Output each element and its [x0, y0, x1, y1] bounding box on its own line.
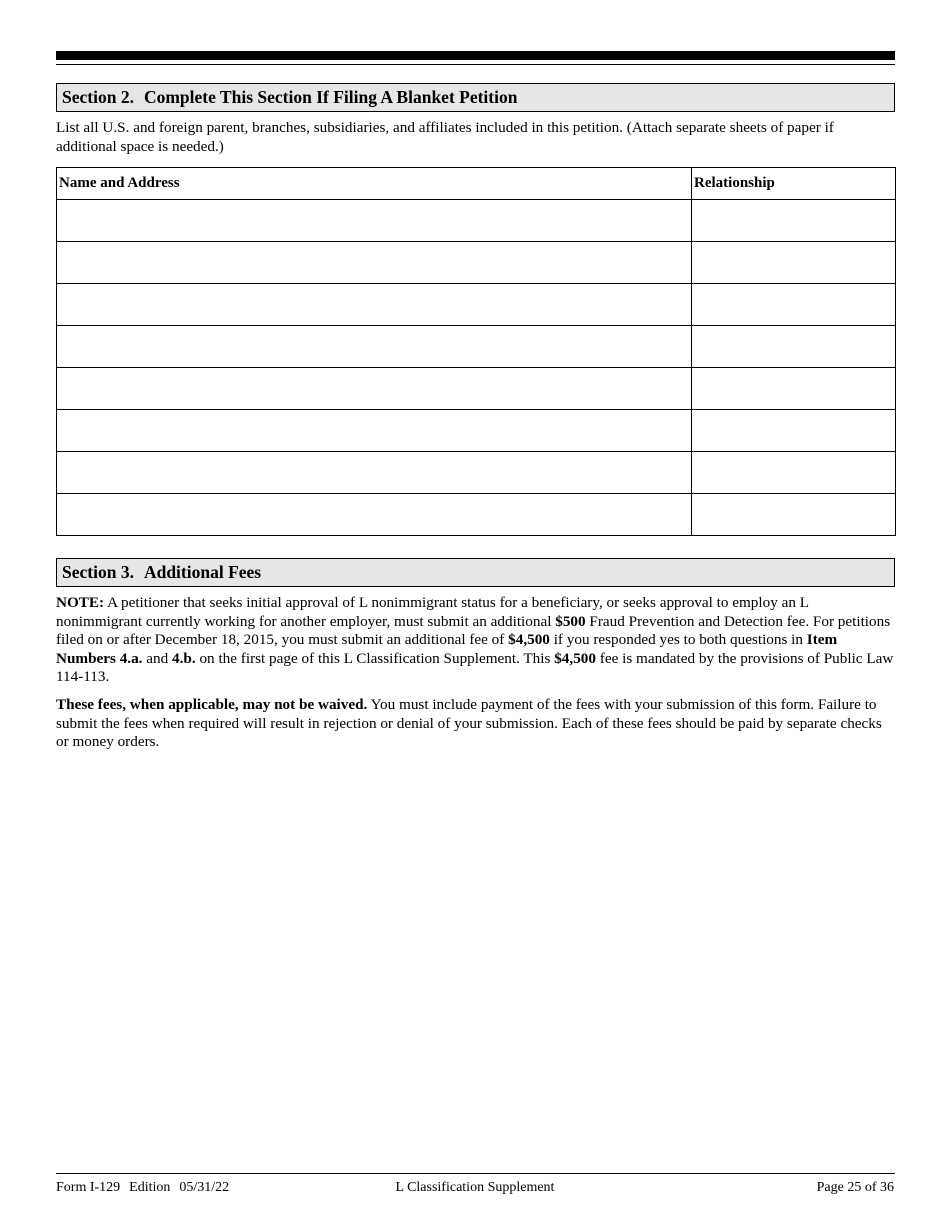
- note-text-6: fee is mandated by the provisions of Public Law 114-113.: [56, 649, 894, 685]
- top-rule-thin: [56, 64, 895, 65]
- item-numbers-label: Item Numbers 4.a.: [56, 631, 838, 667]
- name-address-field[interactable]: [57, 410, 692, 452]
- table-row: [57, 326, 896, 368]
- name-address-field[interactable]: [57, 284, 692, 326]
- section-2-number: Section 2.: [62, 87, 134, 107]
- footer-rule: [56, 1173, 895, 1174]
- note-label: NOTE:: [56, 594, 105, 611]
- section-3-number: Section 3.: [62, 562, 134, 582]
- section-2-header: [56, 83, 895, 112]
- fees-waiver-paragraph: [56, 696, 894, 752]
- name-address-field[interactable]: [57, 326, 692, 368]
- relationship-field[interactable]: [692, 242, 896, 284]
- relationship-field[interactable]: [692, 200, 896, 242]
- relationship-field[interactable]: [692, 368, 896, 410]
- waiver-text: You must include payment of the fees with your submission of this form. Failure to submit the fees when required will result in rejection or denial of your submission. Each of these fees should be paid by separate checks or money orders.: [56, 696, 882, 750]
- section-2-title: Complete This Section If Filing A Blanket Petition: [143, 87, 518, 107]
- column-header-relationship: Relationship: [692, 168, 896, 200]
- relationship-field[interactable]: [692, 284, 896, 326]
- column-header-name-address: Name and Address: [57, 168, 692, 200]
- table-row: [57, 368, 896, 410]
- footer-edition-date: 05/31/22: [179, 1180, 230, 1195]
- table-row: [57, 494, 896, 536]
- name-address-field[interactable]: [57, 368, 692, 410]
- table-row: [57, 284, 896, 326]
- footer-page-number: Page 25 of 36: [816, 1180, 894, 1195]
- table-header-row: [57, 168, 896, 200]
- fees-note-paragraph: [56, 594, 894, 687]
- name-address-field[interactable]: [57, 452, 692, 494]
- section-3-header: [56, 558, 895, 587]
- name-address-field[interactable]: [57, 200, 692, 242]
- table-row: [57, 410, 896, 452]
- top-rule-thick: [56, 51, 895, 60]
- note-text-3: if you responded yes to both questions in: [549, 631, 807, 648]
- table-row: [57, 242, 896, 284]
- table-row: [57, 452, 896, 494]
- footer-edition-label: Edition: [129, 1180, 171, 1195]
- affiliates-table: [56, 167, 896, 536]
- section-3-title: Additional Fees: [143, 562, 262, 582]
- relationship-field[interactable]: [692, 494, 896, 536]
- waiver-bold-text: These fees, when applicable, may not be waived.: [56, 696, 368, 713]
- table-row: [57, 200, 896, 242]
- note-text-1: A petitioner that seeks initial approval of L nonimmigrant status for a beneficiary, or seeks approval to employ an L nonimmigrant currently working for another employer, must submit an additional: [56, 594, 809, 630]
- note-text-5: on the first page of this L Classification Supplement. This: [195, 649, 555, 667]
- fee-4500: $4,500: [508, 631, 550, 648]
- fee-500: $500: [555, 612, 586, 630]
- relationship-field[interactable]: [692, 410, 896, 452]
- fee-4500-mandated: $4,500: [554, 649, 596, 667]
- footer-form-number: Form I-129: [56, 1180, 121, 1195]
- relationship-field[interactable]: [692, 452, 896, 494]
- item-number-4b: 4.b.: [172, 649, 196, 667]
- section-2-instructions: List all U.S. and foreign parent, branches, subsidiaries, and affiliates included in this petition. (Attach separate sheets of paper if additional space is needed.): [56, 119, 834, 155]
- note-text-2: Fraud Prevention and Detection fee. For petitions filed on or after December 18, 2015, you must submit an additional fee of: [56, 612, 891, 648]
- footer-title: L Classification Supplement: [395, 1180, 555, 1195]
- name-address-field[interactable]: [57, 494, 692, 536]
- relationship-field[interactable]: [692, 326, 896, 368]
- name-address-field[interactable]: [57, 242, 692, 284]
- note-text-4: and: [142, 649, 173, 667]
